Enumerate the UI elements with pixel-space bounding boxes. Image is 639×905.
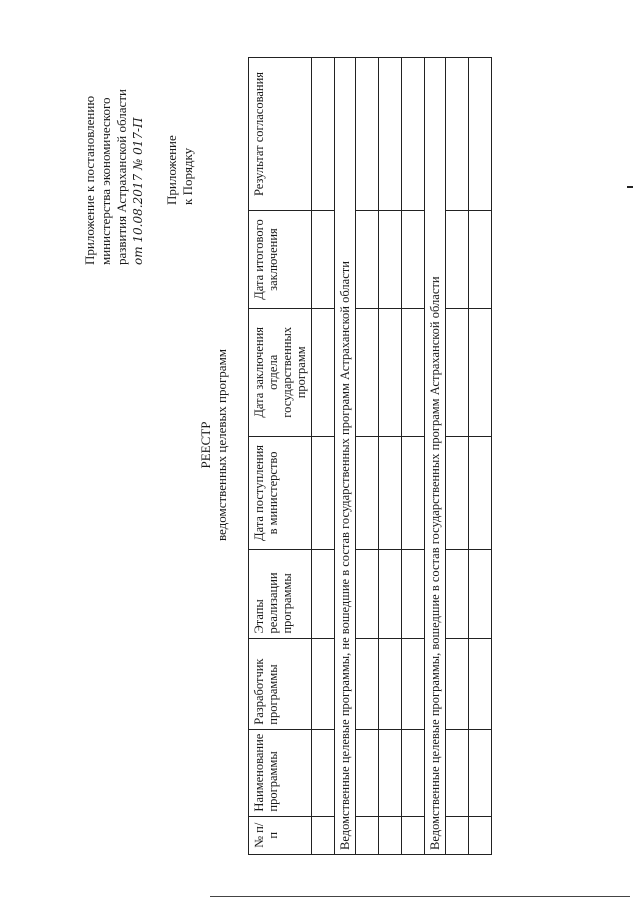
appendix-label: Приложение <box>164 135 179 205</box>
section-label-included: Ведомственные целевые программы, вошедшие в состав государственных программ Астраханской области <box>425 58 446 855</box>
table-row <box>469 58 492 855</box>
table-row <box>446 58 469 855</box>
appendix-note <box>164 135 196 205</box>
resolution-line-3: развития Астраханской области <box>114 89 129 265</box>
resolution-date-number: от 10.08.2017 № 017-П <box>131 117 145 265</box>
table-header-row <box>249 58 312 855</box>
resolution-line-2: министерства экономического <box>98 97 113 265</box>
table-row <box>356 58 379 855</box>
table-row <box>312 58 335 855</box>
column-header-department-conclusion-date: Дата заключения отдела государственных программ <box>249 309 312 436</box>
section-row-included <box>425 58 446 855</box>
resolution-reference <box>82 25 146 265</box>
section-row-not-included <box>335 58 356 855</box>
column-header-final-conclusion-date: Дата итогового заключения <box>249 211 312 309</box>
section-label-not-included: Ведомственные целевые программы, не вошедшие в состав государственных программ Астраханской области <box>335 58 356 855</box>
column-header-developer: Разработчик программы <box>249 638 312 729</box>
column-header-received-date: Дата поступления в министерство <box>249 436 312 550</box>
column-header-stages: Этапы реализации программы <box>249 550 312 638</box>
column-header-number: № п/п <box>249 816 312 854</box>
table-row <box>402 58 425 855</box>
table-row <box>379 58 402 855</box>
registry-table <box>248 57 492 855</box>
document-title <box>198 285 230 605</box>
resolution-line-1: Приложение к постановлению <box>82 95 97 265</box>
appendix-target: к Порядку <box>180 147 195 205</box>
title-main: РЕЕСТР <box>198 421 213 469</box>
title-sub: ведомственных целевых программ <box>214 348 229 542</box>
column-header-name: Наименование программы <box>249 729 312 816</box>
column-header-approval-result: Результат согласования <box>249 58 312 211</box>
